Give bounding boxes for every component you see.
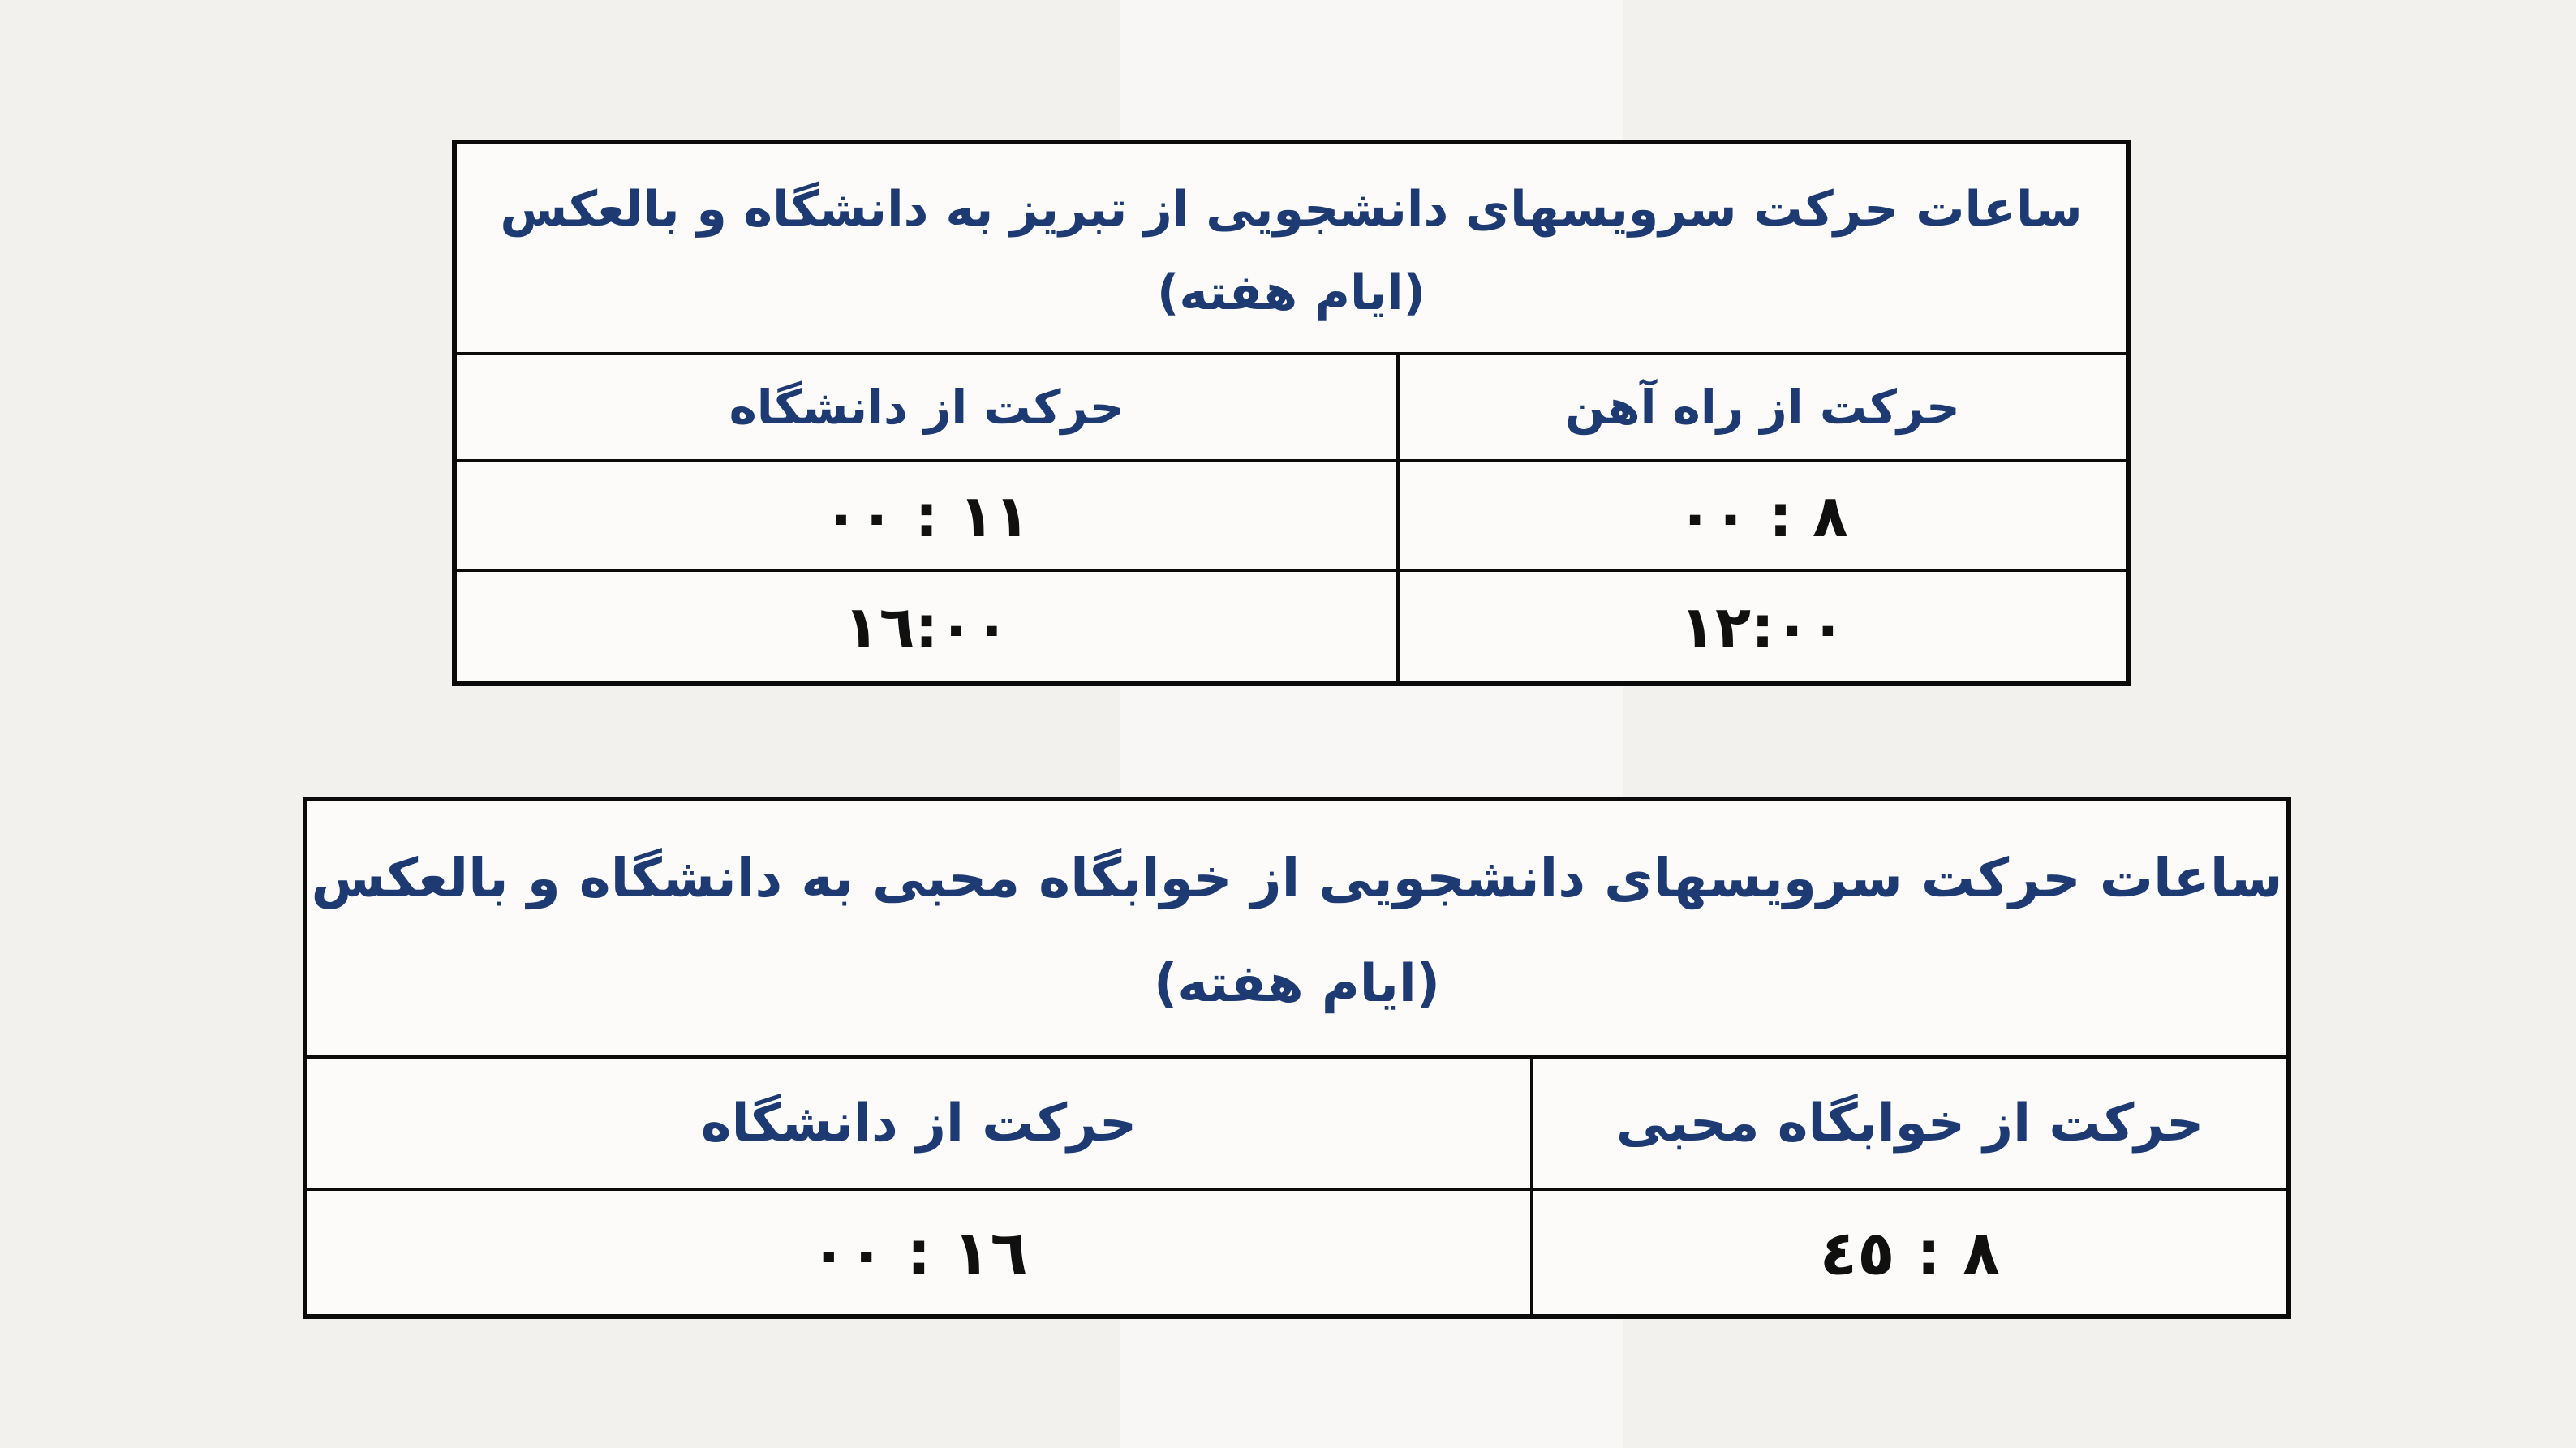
- table-row: [454, 461, 2128, 570]
- mohebbi-dorm-university-schedule-table: [303, 797, 2291, 1319]
- table2-time-dorm-1: ٨ : ٤٥: [1532, 1189, 2289, 1317]
- table2-header-departure-dorm: حرکت از خوابگاه محبی: [1532, 1057, 2289, 1189]
- table1-time-railway-2: ١٢:٠٠: [1398, 570, 2128, 684]
- table1-header-departure-university: حرکت از دانشگاه: [454, 354, 1398, 461]
- table2-time-university-1: ١٦ : ٠٠: [305, 1189, 1532, 1317]
- table2-title-cell: [305, 799, 2289, 1057]
- table1-header-departure-railway: حرکت از راه آهن: [1398, 354, 2128, 461]
- table1-time-university-1: ١١ : ٠٠: [454, 461, 1398, 570]
- table-row: [454, 570, 2128, 684]
- table-row: [305, 1189, 2289, 1317]
- table2-title: ساعات حرکت سرویسهای دانشجویی از خوابگاه محبی به دانشگاه و بالعکس: [311, 847, 2283, 910]
- table2-header-departure-university: حرکت از دانشگاه: [305, 1057, 1532, 1189]
- tabriz-university-schedule-table: [452, 140, 2131, 686]
- table1-time-university-2: ١٦:٠٠: [454, 570, 1398, 684]
- table1-time-railway-1: ٨ : ٠٠: [1398, 461, 2128, 570]
- table1-title-cell: [454, 142, 2128, 354]
- table1-subtitle: (ایام هفته): [1157, 264, 1426, 321]
- table2-subtitle: (ایام هفته): [1153, 953, 1441, 1014]
- table1-title: ساعات حرکت سرویسهای دانشجویی از تبریز به دانشگاه و بالعکس: [500, 181, 2083, 238]
